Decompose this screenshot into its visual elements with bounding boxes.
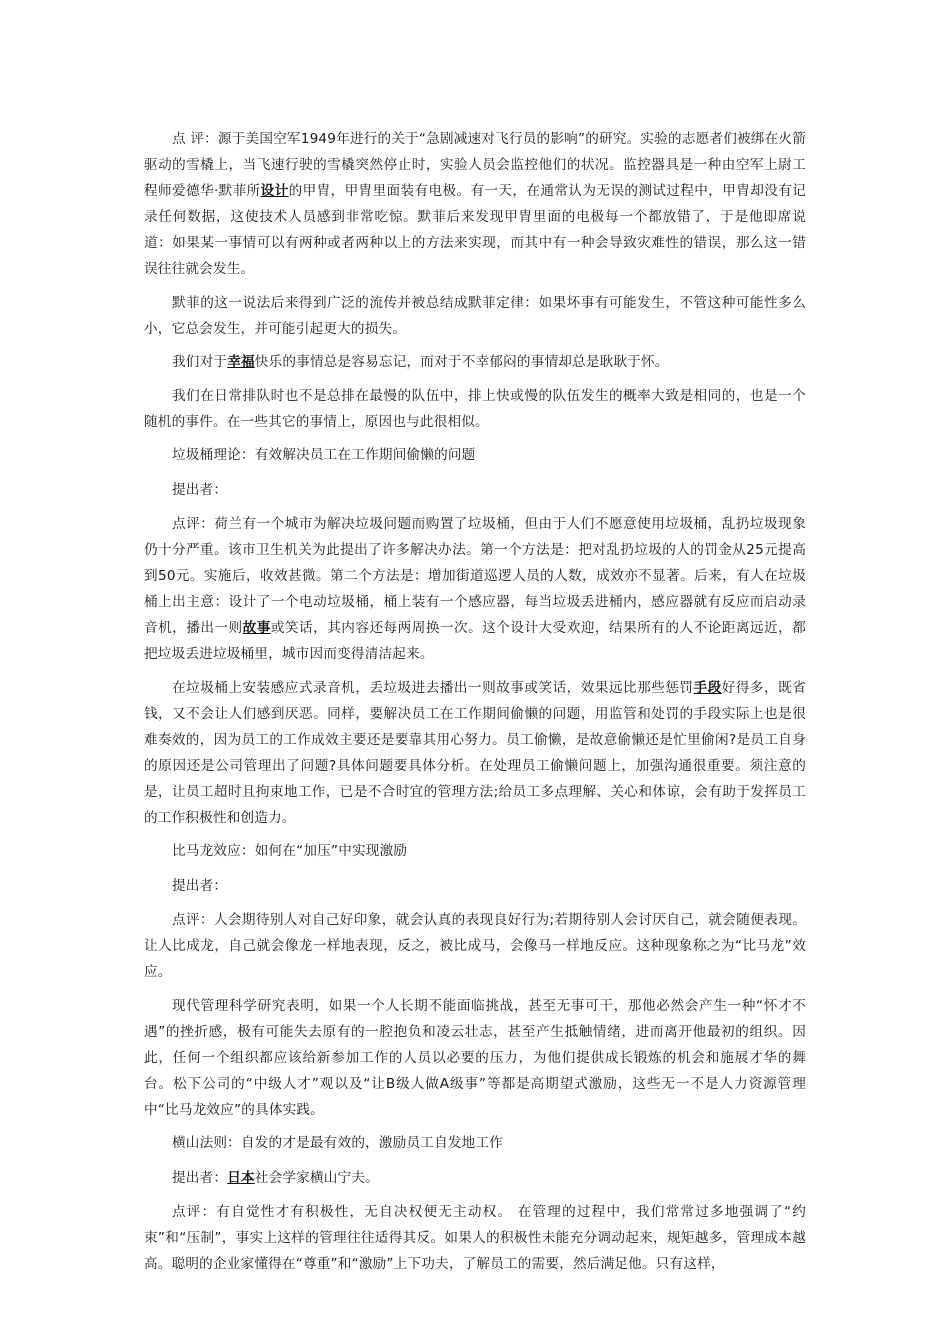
keyword-link[interactable]: 故事: [242, 620, 271, 636]
paragraph-text: 我们对于: [172, 354, 228, 370]
paragraph-text: 我们在日常排队时也不是总排在最慢的队伍中，排上快或慢的队伍发生的概率大致是相同的，也是一个随机的事件。在一些其它的事情上，原因也与此很相似。: [144, 387, 806, 430]
paragraph-p2: [144, 290, 806, 342]
paragraph-text: 横山法则：自发的才是最有效的，激励员工自发地工作: [172, 1135, 504, 1151]
paragraph-text: 点评：有自觉性才有积极性，无自决权便无主动权。 在管理的过程中，我们常常过多地强调了“约束”和“压制”，事实上这样的管理往往适得其反。如果人的积极性未能充分调动起来，规矩越多，管理成本越高。聪明的企业家懂得在“尊重”和“激励”上下功夫，了解员工的需要，然后满足他。只有这样，: [144, 1204, 806, 1272]
paragraph-p8: [144, 675, 806, 831]
paragraph-p3: [144, 349, 806, 375]
paragraph-text: 或笑话，其内容还每两周换一次。这个设计大受欢迎，结果所有的人不论距离远近，都把垃圾丢进垃圾桶里，城市因而变得清洁起来。: [144, 620, 806, 662]
paragraph-p9: [144, 838, 806, 864]
keyword-link[interactable]: 设计: [260, 183, 289, 199]
paragraph-p10: [144, 873, 806, 899]
paragraph-p1: [144, 126, 806, 282]
paragraph-p7: [144, 511, 806, 667]
keyword-link[interactable]: 幸福: [227, 354, 255, 370]
keyword-link[interactable]: 日本: [227, 1169, 255, 1186]
paragraph-text: 社会学家横山宁夫。: [254, 1169, 379, 1186]
paragraph-text: 垃圾桶理论：有效解决员工在工作期间偷懒的问题: [172, 447, 476, 463]
paragraph-text: 提出者：: [172, 1169, 228, 1186]
paragraph-text: 在垃圾桶上安装感应式录音机，丢垃圾进去播出一则故事或笑话，效果远比那些惩罚: [172, 679, 694, 696]
paragraph-text: 提出者：: [172, 877, 228, 894]
document-body: [144, 126, 806, 1285]
keyword-link[interactable]: 手段: [693, 679, 722, 696]
paragraph-p15: [144, 1199, 806, 1277]
paragraph-p12: [144, 993, 806, 1123]
paragraph-text: 好得多，既省钱，又不会让人们感到厌恶。同样，要解决员工在工作期间偷懒的问题，用监管和处罚的手段实际上也是很难奏效的，因为员工的工作成效主要还是要靠其用心努力。员工偷懒，是故意偷懒还是忙里偷闲?是员工自身的原因还是公司管理出了问题?具体问题要具体分析。在处理员工偷懒问题上，加强沟通很重要。须注意的是，让员工超时且拘束地工作，已是不合时宜的管理方法;给员工多点理解、关心和体谅，会有助于发挥员工的工作积极性和创造力。: [144, 679, 807, 826]
paragraph-text: 的甲胄，甲胄里面装有电极。有一天，在通常认为无误的测试过程中，甲胄却没有记录任何数据，这使技术人员感到非常吃惊。默菲后来发现甲胄里面的电极每一个都放错了，于是他即席说道：如果某一事情可以有两种或者两种以上的方法来实现，而其中有一种会导致灾难性的错误，那么这一错误往往就会发生。: [144, 183, 806, 277]
paragraph-text: 点评：荷兰有一个城市为解决垃圾问题而购置了垃圾桶，但由于人们不愿意使用垃圾桶，乱扔垃圾现象仍十分严重。该市卫生机关为此提出了许多解决办法。第一个方法是：把对乱扔垃圾的人的罚金从25元提高到50元。实施后，收效甚微。第二个方法是：增加街道巡逻人员的人数，成效亦不显著。后来，有人在垃圾桶上出主意：设计了一个电动垃圾桶，桶上装有一个感应器，每当垃圾丢进桶内，感应器就有反应而启动录音机，播出一则: [144, 516, 806, 636]
paragraph-p5: [144, 442, 806, 468]
paragraph-p11: [144, 907, 806, 985]
paragraph-text: 快乐的事情总是容易忘记，而对于不幸郁闷的事情却总是耿耿于怀。: [254, 354, 669, 370]
paragraph-text: 提出者：: [172, 481, 228, 498]
paragraph-text: 现代管理科学研究表明，如果一个人长期不能面临挑战，甚至无事可干，那他必然会产生一种“怀才不遇”的挫折感，极有可能失去原有的一腔抱负和凌云壮志，甚至产生抵触情绪，进而离开他最初的组织。因此，任何一个组织都应该给新参加工作的人员以必要的压力，为他们提供成长锻炼的机会和施展才华的舞台。松下公司的“中级人才”观以及“让B级人做A级事”等都是高期望式激励，这些无一不是人力资源管理中“比马龙效应”的具体实践。: [144, 997, 806, 1118]
paragraph-text: 点 评：源于美国空军1949年进行的关于“急剧减速对飞行员的影响”的研究。实验的志愿者们被绑在火箭驱动的雪橇上，当飞速行驶的雪橇突然停止时，实验人员会监控他们的状况。监控器具是一种由空军上尉工程师爱德华·默菲所: [144, 131, 806, 199]
paragraph-text: 点评：人会期待别人对自己好印象，就会认真的表现良好行为;若期待别人会讨厌自己，就会随便表现。让人比成龙，自己就会像龙一样地表现，反之，被比成马，会像马一样地反应。这种现象称之为“比马龙”效应。: [144, 912, 806, 980]
paragraph-p14: [144, 1165, 806, 1191]
paragraph-p6: [144, 477, 806, 503]
paragraph-text: 比马龙效应：如何在“加压”中实现激励: [172, 843, 408, 859]
paragraph-p4: [144, 383, 806, 435]
paragraph-p13: [144, 1130, 806, 1156]
paragraph-text: 默菲的这一说法后来得到广泛的流传并被总结成默菲定律：如果坏事有可能发生，不管这种可能性多么小，它总会发生，并可能引起更大的损失。: [144, 294, 806, 337]
